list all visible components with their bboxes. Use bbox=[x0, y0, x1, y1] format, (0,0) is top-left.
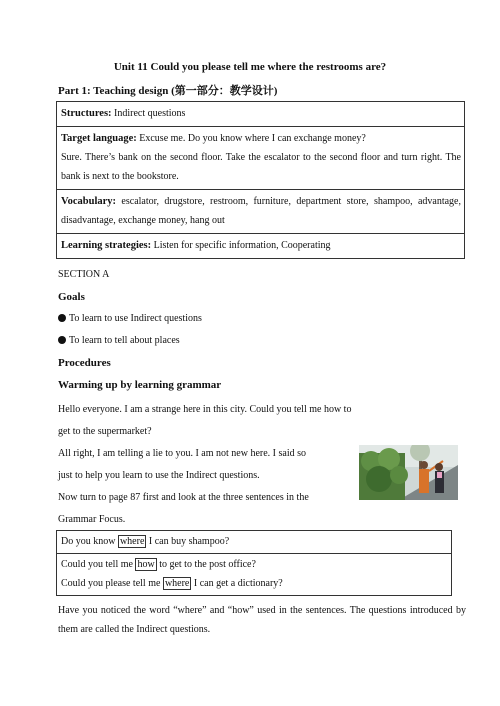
vocabulary-value: escalator, drugstore, restroom, furniture, department store, shampoo, advantage, disadvantage, exchange money, hang out bbox=[61, 196, 461, 226]
warmup-line: Hello everyone. I am a strange here in this city. Could you tell me how to bbox=[58, 404, 352, 415]
vocabulary-row bbox=[57, 190, 465, 234]
target-language-label: Target language: bbox=[61, 133, 137, 144]
target-language-line2: Sure. There’s bank on the second floor. Take the escalator to the second floor and turn right. The bank is next to the bookstore. bbox=[61, 152, 461, 182]
structures-value: Indirect questions bbox=[114, 108, 186, 119]
warmup-line: just to help you learn to use the Indirect questions. bbox=[58, 470, 260, 481]
closing-paragraph: Have you noticed the word “where” and “how” used in the sentences. The questions introduced by them are called the Indirect questions. bbox=[58, 605, 466, 635]
focus-row: Could you tell me how to get to the post office? Could you please tell me where I can get a dictionary? bbox=[57, 554, 452, 596]
boxed-word: where bbox=[119, 536, 145, 547]
learning-strategies-row bbox=[57, 234, 465, 259]
document-title: Unit 11 Could you please tell me where the restrooms are? bbox=[113, 61, 387, 73]
grammar-focus-table bbox=[56, 530, 452, 596]
boxed-word: where bbox=[164, 578, 190, 589]
warmup-line: All right, I am telling a lie to you. I am not new here. I said so bbox=[58, 448, 306, 459]
section-a-heading: SECTION A bbox=[58, 269, 110, 280]
learning-strategies-label: Learning strategies: bbox=[61, 240, 152, 251]
boxed-word: how bbox=[137, 559, 155, 570]
teaching-design-table bbox=[56, 101, 465, 259]
warmup-heading: Warming up by learning grammar bbox=[58, 379, 222, 391]
learning-strategies-value: Listen for specific information, Cooperating bbox=[153, 240, 331, 251]
bullet-icon bbox=[58, 314, 66, 322]
part-heading: Part 1: Teaching design (第一部分：教学设计) bbox=[58, 85, 278, 97]
procedures-heading: Procedures bbox=[58, 357, 111, 369]
warmup-line: get to the supermarket? bbox=[58, 426, 152, 437]
target-language-line1: Excuse me. Do you know where I can exchange money? bbox=[139, 133, 366, 144]
vocabulary-label: Vocabulary: bbox=[61, 196, 117, 207]
street-photo bbox=[359, 445, 458, 500]
focus-row: Do you know where I can buy shampoo? bbox=[57, 531, 452, 554]
structures-label: Structures: bbox=[61, 108, 112, 119]
goals-heading: Goals bbox=[58, 291, 85, 303]
warmup-line: Now turn to page 87 first and look at the three sentences in the bbox=[58, 492, 309, 503]
photo-illustration bbox=[359, 445, 458, 500]
structures-row bbox=[57, 102, 465, 127]
goal-item: To learn to tell about places bbox=[58, 334, 180, 348]
bullet-icon bbox=[58, 336, 66, 344]
warmup-line: Grammar Focus. bbox=[58, 514, 126, 525]
goal-item: To learn to use Indirect questions bbox=[58, 312, 202, 326]
target-language-row bbox=[57, 127, 465, 190]
